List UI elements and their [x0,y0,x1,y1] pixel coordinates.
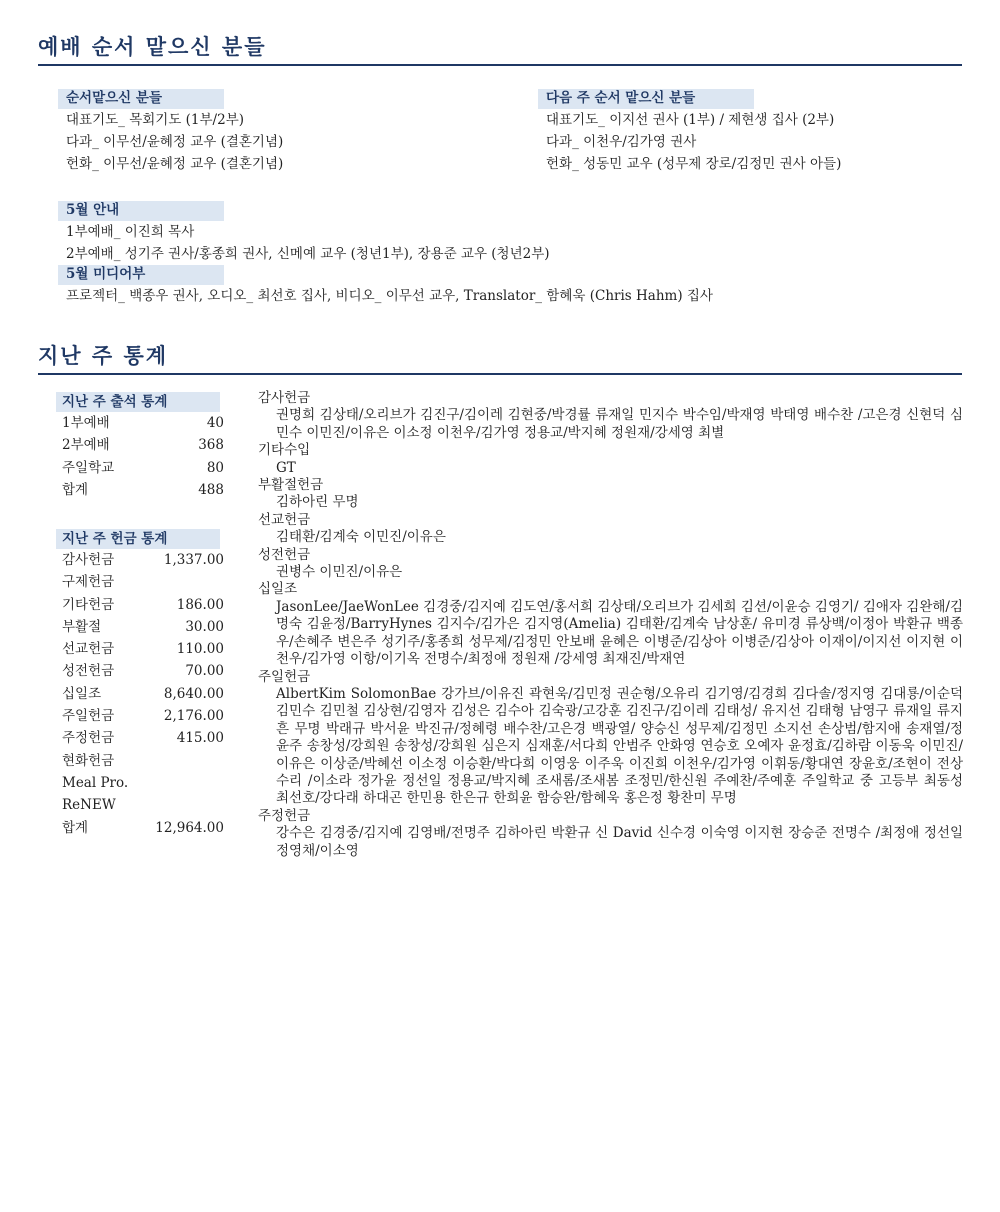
stat-label: 합계 [62,481,89,498]
offering-donor-names: 김하아린 무명 [276,494,359,511]
offering-category: 주정헌금 [258,807,311,824]
may-info-line: 1부예배_ 이진희 목사 [66,224,195,240]
offering-category: 주일헌금 [258,668,311,685]
attendance-stats [62,392,224,501]
offering-donor-names: 김태환/김계숙 이민진/이유은 [276,529,446,546]
may-info-heading: 5월 안내 [58,201,224,221]
stat-row [62,457,224,479]
stat-row [62,549,224,571]
stat-label: Meal Pro. [62,774,129,791]
stat-label: 선교헌금 [62,641,115,658]
stat-value: 368 [198,437,224,454]
this-week-line: 대표기도_ 목회기도 (1부/2부) [66,112,245,128]
stat-row [62,683,224,705]
stat-label: 십일조 [62,685,102,702]
next-week-line: 헌화_ 성동민 교우 (성무제 장로/김정민 권사 아들) [546,156,842,172]
stat-value: 2,176.00 [163,708,224,725]
stat-label: 합계 [62,819,89,836]
stat-value: 80 [206,459,224,476]
stat-value: 12,964.00 [155,819,224,836]
stat-value: 1,337.00 [163,552,224,568]
offering-category: 십일조 [258,581,298,598]
stat-value: 30.00 [185,618,224,635]
may-info-line: 2부예배_ 성기주 권사/홍종희 권사, 신메예 교우 (청년1부), 장용준 교우 (청년2부) [66,246,550,262]
stat-value: 70.00 [185,663,224,680]
stat-row [62,616,224,638]
stat-row [62,479,224,501]
stat-value: 110.00 [176,641,224,658]
stat-value [141,750,224,772]
stat-row [62,772,224,794]
stat-row [62,727,224,749]
stat-row [62,750,224,772]
offering-donor-names: 권병수 이민진/이유은 [276,564,403,581]
stat-row [62,594,224,616]
stat-label: 주일헌금 [62,708,115,725]
stat-row [62,705,224,727]
this-week-line: 다과_ 이무선/윤혜정 교우 (결혼기념) [66,134,284,150]
stat-row [62,794,224,816]
offering-category: 성전헌금 [258,546,311,563]
this-week-heading: 순서맡으신 분들 [58,89,224,109]
this-week-line: 헌화_ 이무선/윤혜정 교우 (결혼기념) [66,156,284,172]
stat-value [141,571,224,593]
stat-row [62,638,224,660]
stat-label: 부활절 [62,618,102,635]
offering-category: 감사헌금 [258,390,311,406]
stat-label: 성전헌금 [62,663,115,680]
next-week-line: 다과_ 이천우/김가영 권사 [546,134,697,150]
stat-value [141,772,224,794]
offering-names-list [258,390,963,860]
stat-label: 기타헌금 [62,596,115,613]
stat-label: ReNEW [62,797,116,814]
offering-category: 부활절헌금 [258,477,324,494]
attendance-heading: 지난 주 출석 통계 [56,392,220,412]
offering-donor-names: AlbertKim SolomonBae 강가브/이유진 곽현욱/김민정 권순형/오유리 김기영/김경희 김다솔/정지영 김대룡/이순덕 김민수 김민철 김상현/김영자 김성은 김수아 김숙광/고강훈 김진구/김이레 김태성/ 유지선 김태형 남영구 류재일 류지흔 무명 박래규 박서윤 박진규/정혜령 배수찬/고은경 백광열/ 양승신 성무제/김정민 소지선 손상범/함지애 송재열/정윤주 송창성/강희원 송창성/강희원 심은지 심재훈/서다희 안범주 안화영 연승호 오예자 윤정효/김하람 이동욱 이민진/이유은 이상준/박혜선 이소정 이승환/박다희 이영웅 이주욱 이진희 이천우/김가영 이휘동/황대연 장윤호/조현이 전상수리 /이소라 정가윤 정선일 정용교/박지혜 조새롬/조새봄 조정민/한신원 주예찬/주예훈 주일학교 중 고등부 최동성 최선호/강다래 하대곤 한민용 한은규 한희윤 함승완/함혜욱 홍은정 황찬미 무명 [276,685,963,807]
stat-value: 186.00 [176,596,224,613]
stat-row [62,660,224,682]
this-week-block [58,89,283,175]
stat-value: 8,640.00 [163,685,224,702]
offering-category: 기타수입 [258,442,311,459]
offering-stats [62,529,224,839]
stat-label: 1부예배 [62,415,110,431]
stat-label: 주일학교 [62,459,115,476]
stat-label: 현화헌금 [62,752,115,769]
stats-section-title: 지난 주 통계 [38,343,962,375]
next-week-heading: 다음 주 순서 맡으신 분들 [538,89,754,109]
attendance-table [62,412,224,501]
stat-row [62,434,224,456]
stat-label: 2부예배 [62,437,110,454]
stat-label: 감사헌금 [62,552,115,568]
stat-value: 488 [198,481,224,498]
stat-value: 415.00 [176,730,224,747]
stat-value [141,794,224,816]
stat-label: 구제헌금 [62,574,115,591]
offering-table [62,549,224,839]
offering-donor-names: 강수은 김경중/김지예 김영배/전명주 김하아린 박환규 신 David 신수경 이숙영 이지현 장승준 전명수 /최정애 정선일 정영채/이소영 [276,825,963,859]
next-week-block [538,89,841,175]
next-week-line: 대표기도_ 이지선 권사 (1부) / 제현생 집사 (2부) [546,112,835,128]
stat-value: 40 [206,415,224,431]
offering-donor-names: 권명희 김상태/오리브가 김진구/김이레 김현중/박경률 류재일 민지수 박수임/박재영 박태영 배수찬 /고은경 신현덕 심민수 이민진/이유은 이소정 이천우/김가영 정용교/박지혜 정원재/강세영 최별 [276,407,963,441]
stat-row [62,571,224,593]
may-info-block [58,201,713,307]
offering-donor-names: GT [276,459,296,476]
offering-category: 선교헌금 [258,511,311,528]
stat-label: 주정헌금 [62,730,115,747]
may-media-line: 프로젝터_ 백종우 권사, 오디오_ 최선호 집사, 비디오_ 이무선 교우, Translator_ 함혜욱 (Chris Hahm) 집사 [66,288,713,304]
stat-row [62,412,224,434]
may-media-heading: 5월 미디어부 [58,265,224,285]
stat-row [62,817,224,839]
offering-donor-names: JasonLee/JaeWonLee 김경중/김지예 김도연/홍서희 김상태/오리브가 김세희 김션/이윤승 김영기/ 김애자 김완해/김명숙 김윤정/BarryHynes 김지수/김가은 김지영(Amelia) 김태환/김계숙 남상훈/ 유미경 류상백/이정아 박환규 백종우/손혜주 변은주 성기주/홍종희 성무제/김정민 안보배 윤혜은 이병준/김상아 이병준/김상아 이재이/이지선 이지현 이천우/김가영 이항/이기옥 전명수/최정애 정원재 /강세영 최재진/박재연 [276,598,964,668]
offering-heading: 지난 주 헌금 통계 [56,529,220,549]
service-section-title: 예배 순서 맡으신 분들 [38,34,962,66]
